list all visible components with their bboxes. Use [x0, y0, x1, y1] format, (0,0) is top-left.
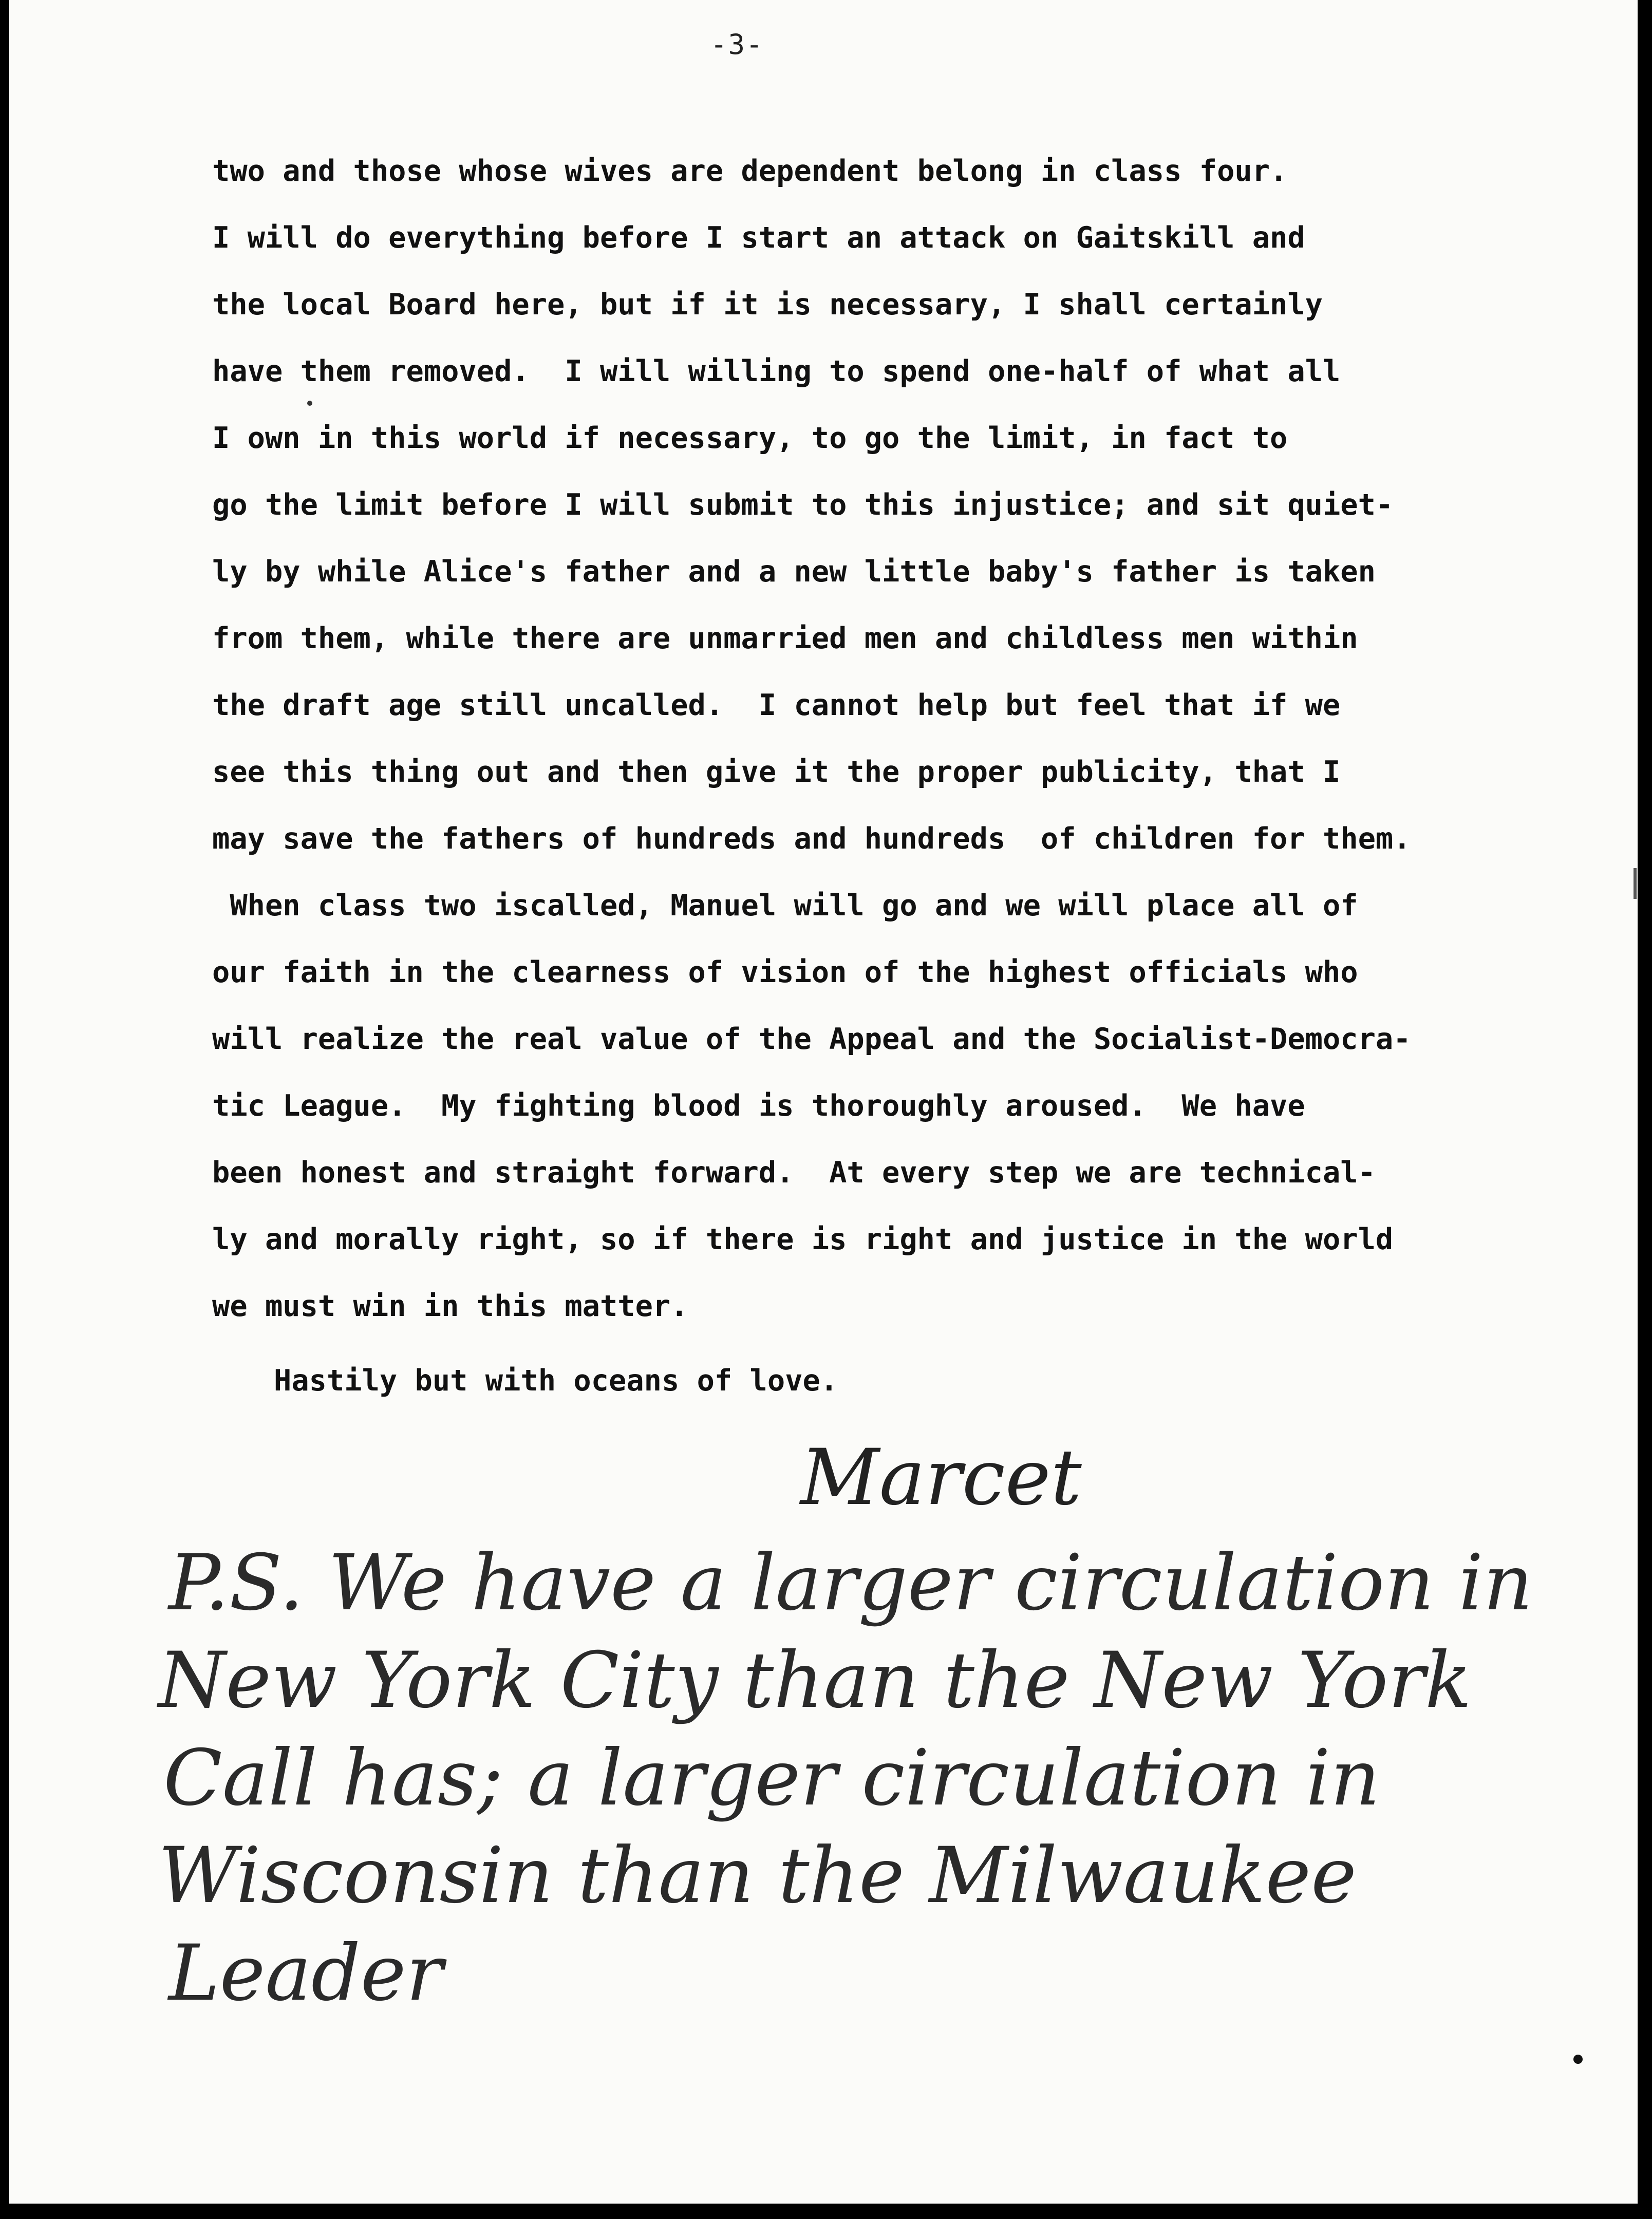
text-line: see this thing out and then give it the proper publicity, that I: [212, 755, 1341, 789]
closing-line: Hastily but with oceans of love.: [274, 1364, 838, 1398]
text-line: may save the fathers of hundreds and hundreds of children for them.: [212, 822, 1411, 856]
text-line: been honest and straight forward. At every step we are technical-: [212, 1156, 1376, 1190]
text-line: I will do everything before I start an attack on Gaitskill and: [212, 221, 1305, 255]
text-line: will realize the real value of the Appeal and the Socialist-Democra-: [212, 1022, 1411, 1056]
text-line: tic League. My fighting blood is thoroughly aroused. We have: [212, 1089, 1305, 1123]
postscript-line: Call has; a larger circulation in: [163, 1734, 1380, 1823]
page-number: -3-: [710, 28, 764, 61]
handwritten-signature: Marcet: [800, 1433, 1082, 1522]
ink-dot: [1573, 2055, 1583, 2064]
text-line: go the limit before I will submit to this injustice; and sit quiet-: [212, 488, 1394, 522]
text-line: When class two iscalled, Manuel will go and we will place all of: [212, 889, 1358, 923]
text-line: I own in this world if necessary, to go the limit, in fact to: [212, 421, 1288, 455]
text-line: the draft age still uncalled. I cannot help but feel that if we: [212, 688, 1341, 722]
text-line: the local Board here, but if it is necessary, I shall certainly: [212, 288, 1323, 322]
text-line: ly by while Alice's father and a new little baby's father is taken: [212, 555, 1376, 589]
text-line: have them removed. I will willing to spend one-half of what all: [212, 354, 1341, 388]
text-line: we must win in this matter.: [212, 1289, 688, 1323]
margin-mark: [1634, 868, 1637, 899]
text-line: from them, while there are unmarried men and childless men within: [212, 622, 1358, 655]
letter-page: [9, 0, 1638, 2204]
ink-speck: [307, 401, 312, 406]
text-line: two and those whose wives are dependent belong in class four.: [212, 154, 1288, 188]
postscript-line: P.S. We have a larger circulation in: [168, 1538, 1533, 1628]
text-line: ly and morally right, so if there is right and justice in the world: [212, 1223, 1394, 1256]
text-line: our faith in the clearness of vision of the highest officials who: [212, 955, 1358, 989]
postscript-line: New York City than the New York: [158, 1636, 1472, 1725]
postscript-line: Leader: [168, 1929, 443, 2018]
postscript-line: Wisconsin than the Milwaukee: [158, 1831, 1357, 1921]
